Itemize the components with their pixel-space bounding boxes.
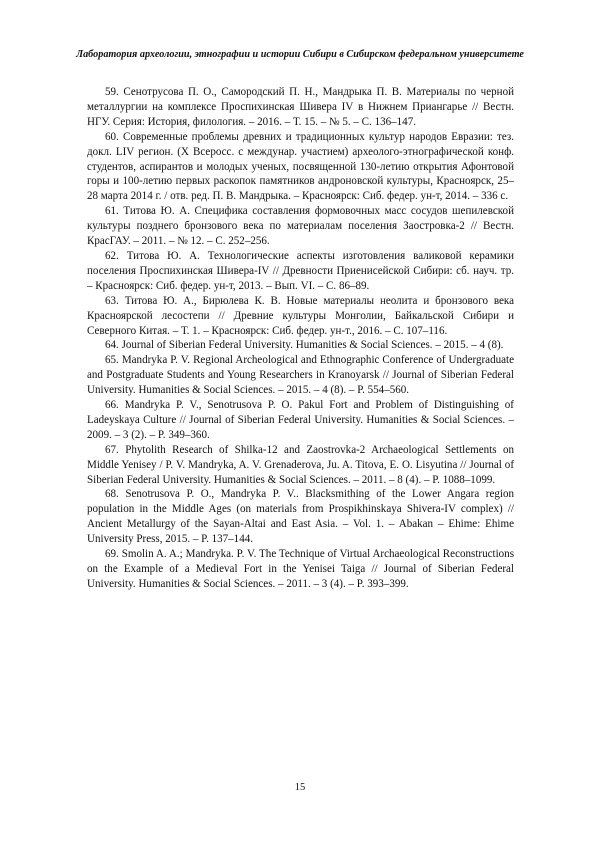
reference-text: Mandryka P. V., Senotrusova P. O. Pakul Fort and Problem of Distinguishing of Ladeyskaya Culture // Journal of Siberian Federal University. Humanities & Social Sciences. – 2009. – 3 (2). – P. 349–360.: [87, 399, 514, 441]
reference-number: 66.: [105, 399, 119, 412]
page-number: 15: [294, 782, 306, 793]
reference-item: [87, 294, 514, 339]
reference-text: Senotrusova P. O., Mandryka P. V.. Blacksmithing of the Lower Angara region population in the Middle Ages (on materials from Prospikhinskaya Shivera-IV complex) // Ancient Metallurgy of the Sayan-Altai and East Asia. – Vol. 1. – Abakan – Ehime: Ehime University Press, 2015. – P. 137–144.: [87, 488, 514, 546]
reference-text: Phytolith Research of Shilka-12 and Zaostrovka-2 Archaeological Settlements on Middle Yenisey / P. V. Mandryka, A. V. Grenaderova, Ju. A. Titova, E. O. Lisyutina // Journal of Siberian Federal University. Humanities & Social Sciences. – 2011. – 8 (4). – P. 1088–1099.: [87, 443, 514, 486]
running-header: Лаборатория археологии, этнографии и истории Сибири в Сибирском федеральном университете: [76, 49, 524, 60]
reference-item: [87, 85, 514, 130]
reference-item: [87, 487, 514, 547]
reference-number: 68.: [105, 488, 119, 501]
reference-text: Современные проблемы древних и традиционных культур народов Евразии: тез. докл. LIV регион. (X Всеросс. с междунар. участием) археолого-этнографической конф. студентов, аспирантов и молодых ученых, посвященной 130-летию открытия Афонтовой горы и 100-летию первых раскопок памятников андроновской культуры, Красноярск, 25–28 марта 2014 г. / отв. ред. П. В. Мандрыка. – Красноярск: Сиб. федер. ун-т, 2014. – 336 с.: [87, 130, 514, 203]
reference-item: [87, 130, 514, 205]
reference-item: [87, 338, 514, 353]
reference-text: Титова Ю. А. Специфика составления формовочных масс сосудов шепилевской культуры позднего бронзового века по материалам поселения Заостровка-2 // Вестн. КрасГАУ. – 2011. – № 12. – С. 252–256.: [87, 205, 514, 248]
reference-text: Титова Ю. А. Технологические аспекты изготовления валиковой керамики поселения Проспихинская Шивера-IV // Древности Приенисейской Сибири: сб. науч. тр. – Красноярск: Сиб. федер. ун-т, 2013. – Вып. VI. – С. 86–89.: [87, 249, 514, 292]
reference-number: 64.: [105, 339, 119, 352]
reference-text: Титова Ю. А., Бирюлева К. В. Новые материалы неолита и бронзового века Красноярской лесостепи // Древние культуры Монголии, Байкальской Сибири и Северного Китая. – Т. 1. – Красноярск: Сиб. федер. ун-т., 2016. – С. 107–116.: [87, 294, 515, 337]
reference-number: 60.: [105, 130, 119, 143]
reference-item: [87, 547, 514, 592]
reference-text: Smolin A. A.; Mandryka. P. V. The Technique of Virtual Archaeological Reconstructions on the Example of a Medieval Fort in the Yenisei Taiga // Journal of Siberian Federal University. Humanities & Social Sciences. – 2011. – 3 (4). – P. 393–399.: [87, 548, 514, 590]
reference-item: [87, 398, 514, 443]
reference-item: [87, 249, 514, 294]
reference-item: [87, 353, 514, 398]
reference-number: 59.: [105, 86, 119, 98]
reference-number: 63.: [105, 294, 119, 307]
reference-number: 67.: [105, 443, 119, 456]
reference-item: [87, 443, 514, 488]
reference-number: 62.: [105, 249, 119, 262]
reference-number: 61.: [105, 205, 119, 218]
reference-list: [87, 85, 514, 592]
reference-text: Mandryka P. V. Regional Archeological and Ethnographic Conference of Undergraduate and Postgraduate Students and Young Researchers in Kranoyarsk // Journal of Siberian Federal University. Humanities & Social Sciences. – 2015. – 4 (8). – P. 554–560.: [87, 354, 514, 397]
reference-number: 65.: [105, 354, 119, 367]
reference-number: 69.: [105, 548, 119, 561]
reference-item: [87, 204, 514, 249]
reference-text: Сенотрусова П. О., Самородский П. Н., Мандрыка П. В. Материалы по черной металлургии на комплексе Проспихинская Шивера IV в Нижнем Приангарье // Вестн. НГУ. Серия: История, филология. – 2016. – Т. 15. – № 5. – С. 136–147.: [87, 86, 515, 128]
reference-text: Journal of Siberian Federal University. Humanities & Social Sciences. – 2015. – 4 (8).: [121, 339, 504, 352]
